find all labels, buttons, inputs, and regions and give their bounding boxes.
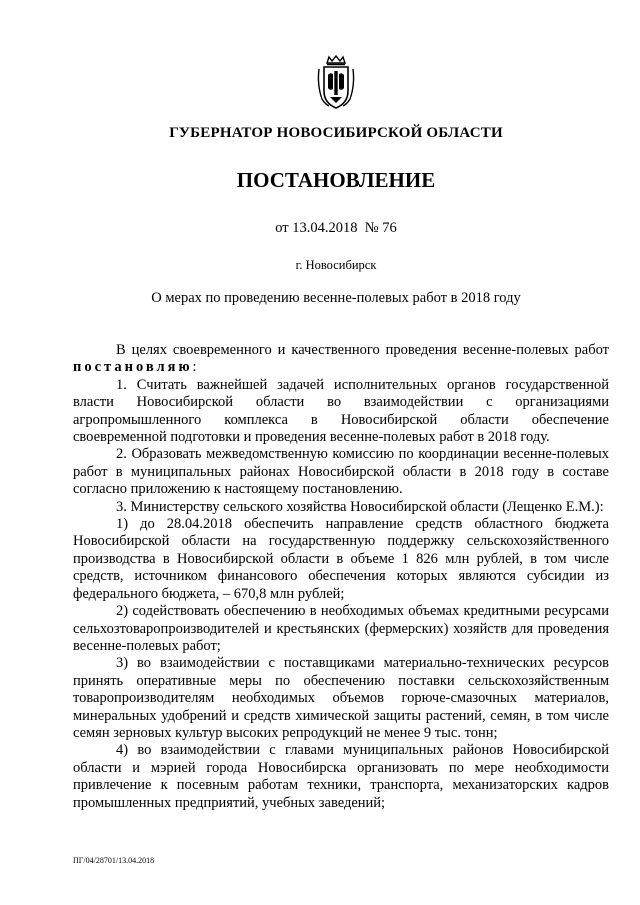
subparagraph-3-2: 2) содействовать обеспечению в необходимых объемах кредитными ресурсами сельхозтоваропроизводителей и крестьянских (фермерских) хозяйств для проведения весенне-полевых работ; <box>73 603 609 654</box>
document-body <box>73 342 609 812</box>
preamble-text: В целях своевременного и качественного проведения весенне-полевых работ <box>116 342 609 358</box>
date-number-line <box>0 220 640 237</box>
decree-word: постановляю <box>73 359 193 376</box>
preamble-paragraph <box>73 342 609 377</box>
paragraph-3: 3. Министерству сельского хозяйства Новосибирской области (Лещенко Е.М.): <box>116 498 604 515</box>
coat-of-arms-icon <box>316 55 356 111</box>
document-date: 13.04.2018 <box>292 220 358 236</box>
subparagraph-3-3: 3) во взаимодействии с поставщиками материально-технических ресурсов принять оперативные меры по обеспечению поставки сельскохозяйственным товаропроизводителям необходимых объемов горюче-смазочных материалов, минеральных удобрений и средств химической защиты растений, семян, в том числе семян зерновых культур высоких репродукций не менее 9 тыс. тонн; <box>73 655 609 741</box>
document-type-title: ПОСТАНОВЛЕНИЕ <box>236 168 436 192</box>
paragraph-2: 2. Образовать межведомственную комиссию по координации весенне-полевых работ в муниципальных районах Новосибирской области в 2018 году в составе согласно приложению к настоящему постановлению. <box>73 446 609 498</box>
place-of-issue: г. Новосибирск <box>295 258 377 272</box>
decree-colon: : <box>192 359 197 376</box>
paragraph-1: 1. Считать важнейшей задачей исполнительных органов государственной власти Новосибирской области во взаимодействии с организациями агропромышленного комплекса в Новосибирской области обеспечение своевременной подготовки и проведения весенне-полевых работ в 2018 году. <box>73 376 609 446</box>
number-sign: № <box>364 220 379 236</box>
document-footer-code: ПГ/04/28701/13.04.2018 <box>73 856 155 865</box>
subparagraph-3-4: 4) во взаимодействии с главами муниципальных районов Новосибирской области и мэрией города Новосибирска организовать по мере необходимости привлечение к посевным работам техники, транспорта, механизаторских кадров промышленных предприятий, учебных заведений; <box>73 742 609 811</box>
date-prefix: от <box>275 220 289 236</box>
document-number: 76 <box>382 220 397 236</box>
issuing-authority: ГУБЕРНАТОР НОВОСИБИРСКОЙ ОБЛАСТИ <box>169 125 503 141</box>
subparagraph-3-1: 1) до 28.04.2018 обеспечить направление средств областного бюджета Новосибирской области на государственную поддержку сельскохозяйственного производства в Новосибирской области в объеме 1 826 млн рублей, в том числе средств, источником финансового обеспечения которых являются субсидии из федерального бюджета, – 670,8 млн рублей; <box>73 516 609 602</box>
document-subject: О мерах по проведению весенне-полевых работ в 2018 году <box>151 290 521 306</box>
